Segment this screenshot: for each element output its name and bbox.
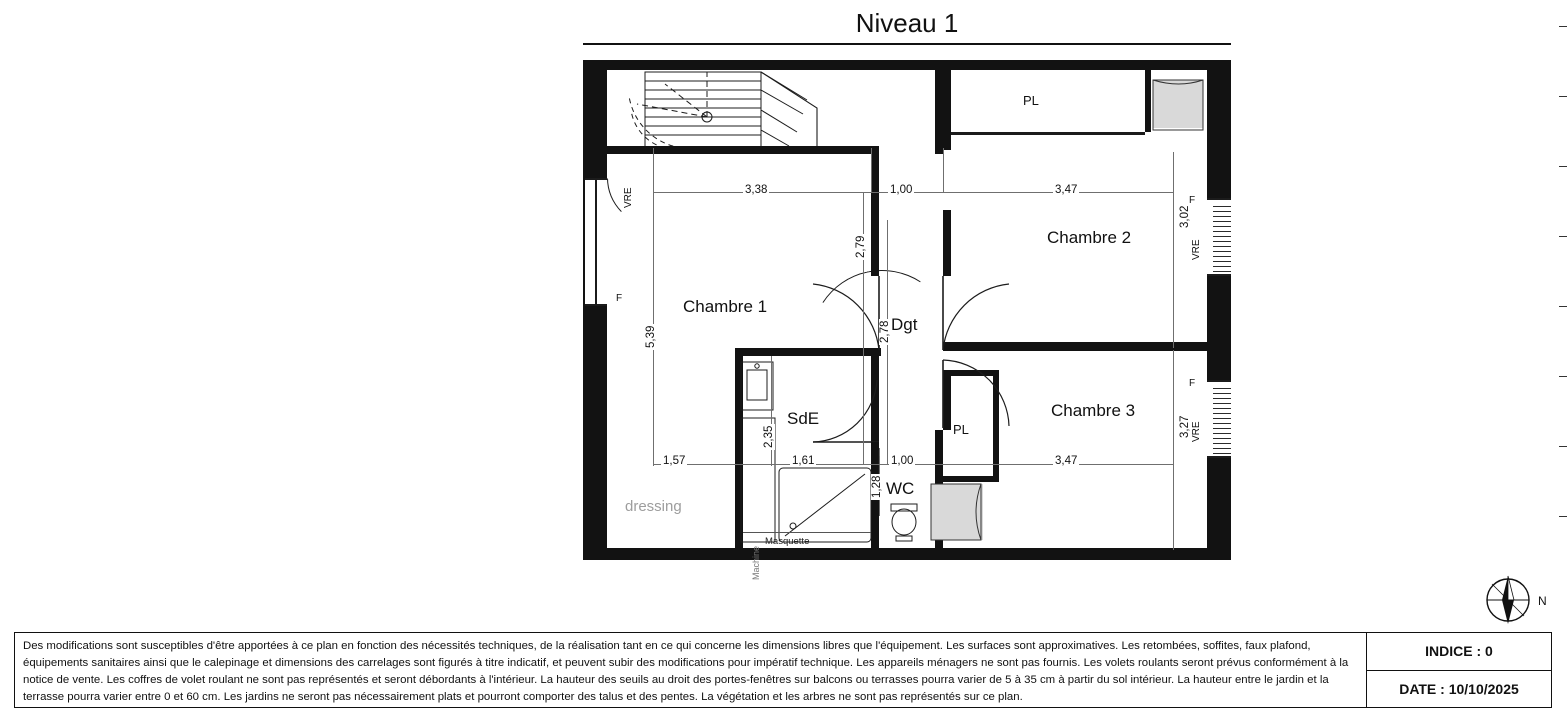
dim-top-mid: 1,00: [890, 184, 913, 196]
dimline-right-lower: [1173, 350, 1174, 550]
dimline-right-upper: [1173, 152, 1174, 348]
dim-235: 2,35: [763, 425, 775, 448]
room-label-chambre1: Chambre 1: [683, 297, 768, 316]
dimtick-top-3: [943, 148, 944, 192]
footer-info-panel: [1366, 633, 1551, 707]
room-label-sde: SdE: [787, 409, 820, 428]
legal-notice-text: Des modifications sont susceptibles d'être apportées à ce plan en fonction des nécessités techniques, de la réalisation tant en ce qui concerne les dimensions libres que l'équipement. Les surfaces sont approximatives. Les retombées, soffites, faux plafond, équipements sanitaires ainsi que le calepinage et dimensions des carrelages sont figurés à titre indicatif, et peuvent subir des modifications pour impératif technique. Les appareils ménagers ne sont pas fournis. Les volets roulants seront prévus conformément à la notice de vente. Les coffres de volet roulant ne sont pas représentés et seront débordants à l'intérieur. La hauteur des seuils au droit des portes-fenêtres sur balcons ou terrasses pourra varier de 5 à 35 cm à partir du sol intérieur. La hauteur entre le jardin et la terrasse pourra varier entre 0 et 60 cm. Les jardins ne seront pas nécessairement plats et pourront comporter des talus et des pentes. La végétation et les arbres ne sont pas représentés sur ce plan.: [23, 640, 1349, 703]
room-label-chambre3: Chambre 3: [1051, 401, 1136, 420]
dim-bottom-157: 1,57: [663, 455, 686, 467]
indice-value: INDICE : 0: [1367, 633, 1551, 671]
masquette-label: Masquette: [765, 536, 810, 547]
f-left-tag: F: [616, 293, 623, 304]
footer-block: [14, 632, 1552, 708]
dimtick-top-2: [871, 148, 872, 192]
door-jamb-wc: [935, 430, 943, 438]
room-label-chambre2: Chambre 2: [1047, 228, 1132, 247]
f-right-upper-tag: F: [1189, 195, 1196, 206]
dim-bottom-161: 1,61: [792, 455, 815, 467]
dim-bottom-100: 1,00: [891, 455, 914, 467]
vre-right-lower-tag: VRE: [1191, 421, 1202, 442]
room-label-dgt: Dgt: [891, 315, 918, 334]
door-jamb-c2-top: [943, 268, 951, 276]
compass-north-label: N: [1538, 594, 1547, 608]
compass-rose: [1478, 570, 1552, 630]
dim-left-total: 5,39: [645, 325, 657, 348]
floor-plan: [583, 60, 1231, 580]
dim-bottom-347: 3,47: [1055, 455, 1078, 467]
vre-left-tag: VRE: [623, 187, 634, 208]
wc-fixture-icon: [879, 500, 935, 548]
room-label-dressing: dressing: [625, 498, 682, 515]
f-right-lower-tag: F: [1189, 378, 1196, 389]
dim-top-left: 3,38: [745, 184, 768, 196]
room-label-wc: WC: [886, 479, 915, 498]
door-jamb-c1-top: [871, 268, 879, 276]
title-underline: [583, 43, 1231, 45]
room-label-pl-bottom: PL: [953, 422, 969, 437]
dim-top-right: 3,47: [1055, 184, 1078, 196]
room-label-pl-top: PL: [1023, 93, 1039, 108]
page-title: Niveau 1: [855, 8, 959, 38]
dim-279: 2,79: [855, 235, 867, 258]
dim-right-lower: 3,27: [1179, 415, 1191, 438]
dim-128: 1,28: [871, 475, 883, 498]
page-edge-ticks: [1559, 0, 1567, 560]
dim-278: 2,78: [879, 320, 891, 343]
dim-right-upper: 3,02: [1179, 205, 1191, 228]
machine-label: Machine: [751, 545, 761, 580]
masquette-strip-top: [743, 532, 871, 533]
vre-right-upper-tag: VRE: [1191, 239, 1202, 260]
date-value: DATE : 10/10/2025: [1399, 680, 1519, 697]
bathroom-fixtures: [735, 356, 881, 552]
